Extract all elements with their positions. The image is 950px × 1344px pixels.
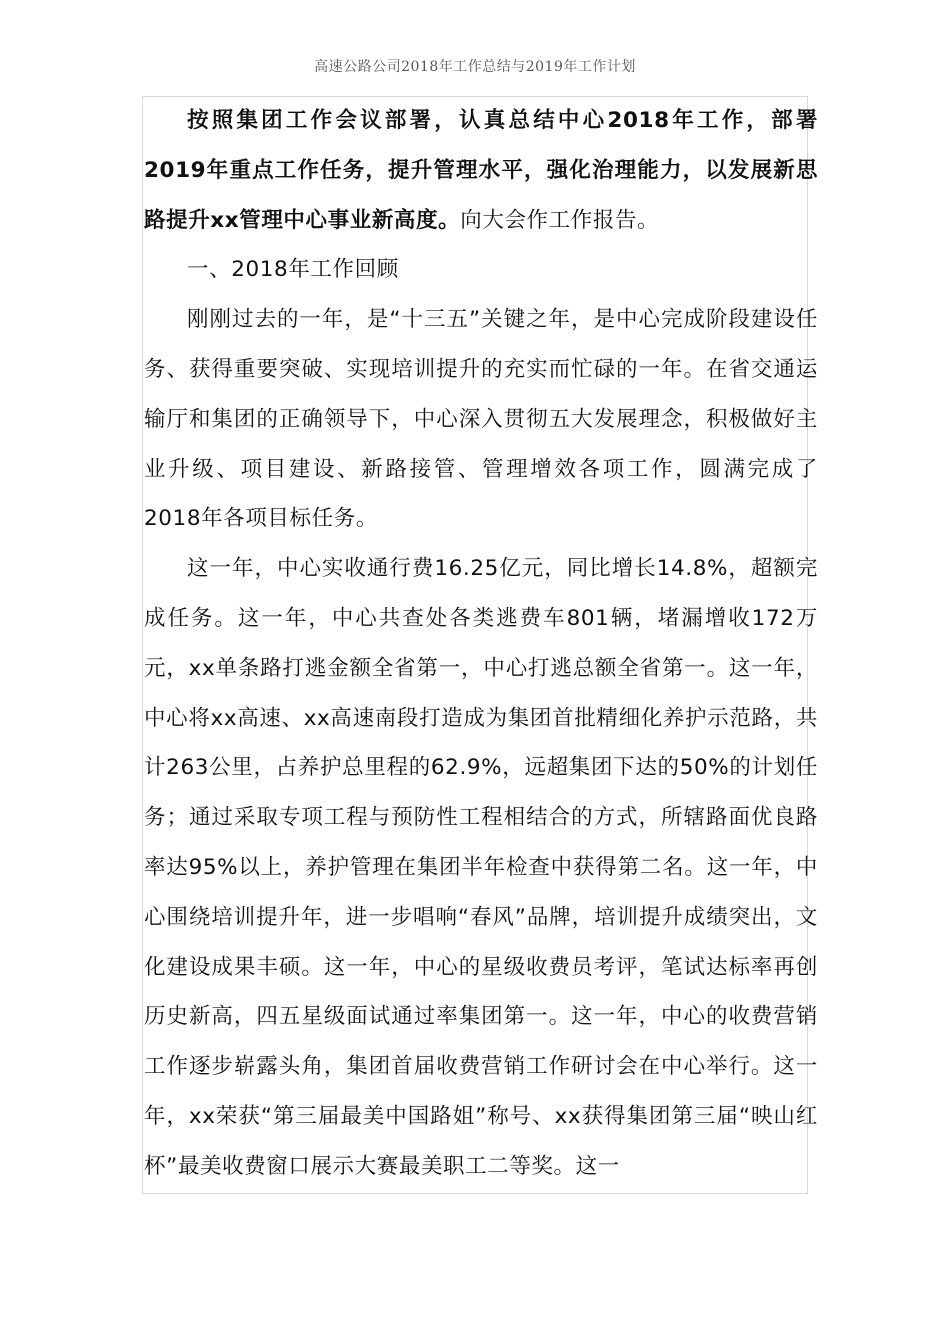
- running-header: 高速公路公司2018年工作总结与2019年工作计划: [314, 59, 636, 75]
- achievements-paragraph: [144, 544, 818, 1191]
- intro-normal-text: 向大会作工作报告。: [460, 207, 660, 233]
- review-paragraph: 刚刚过去的一年，是“十三五”关键之年，是中心完成阶段建设任务、获得重要突破、实现培训提升的充实而忙碌的一年。在省交通运输厅和集团的正确领导下，中心深入贯彻五大发展理念，积极做好主业升级、项目建设、新路接管、管理增效各项工作，圆满完成了2018年各项目标任务。: [144, 307, 818, 532]
- achievements-text-part-2: 这一年，中心围绕培训提升年，进一步唱响“春风”品牌，培训提升成绩突出，文化建设成果丰硕。这一年，中心的星级收费员考评，笔试达标率再创历史新高，四五星级面试通过率集团第一。这一年，中心的收费营销工作逐步崭露头角，集团首届收费营销工作研讨会在中心举行。这一年，xx荣获“第三届最美中国路姐”称号、xx获得集团第三届“映山红杯”最美收费窗口展示大赛最美职工二等奖。这一: [144, 854, 818, 1179]
- intro-bold-text: 按照集团工作会议部署，认真总结中心2018年工作，部署2019年重点工作任务，提升管理水平，强化治理能力，以发展新思路提升xx管理中心事业新高度。: [144, 108, 818, 233]
- achievements-text-part-1: 这一年，中心实收通行费16.25亿元，同比增长14.8%，超额完成任务。这一年，中心共查处各类逃费车801辆，堵漏增收172万元，xx单条路打逃金额全省第一，中心打逃总额全省第一。这一年，中心将xx高速、xx高速南段打造成为集团首批精细化养护示范路，共计263公里，占养护总里程的62.9%，远超集团下达的50%的计划任务；通过采取专项工程与预防性工程相结合的方式，所辖路面优良路率达95%以上，养护管理在集团半年检查中获得第二名。: [144, 556, 818, 880]
- document-body: [144, 96, 818, 1192]
- intro-paragraph: [144, 96, 818, 245]
- section-heading: 一、2018年工作回顾: [187, 257, 399, 283]
